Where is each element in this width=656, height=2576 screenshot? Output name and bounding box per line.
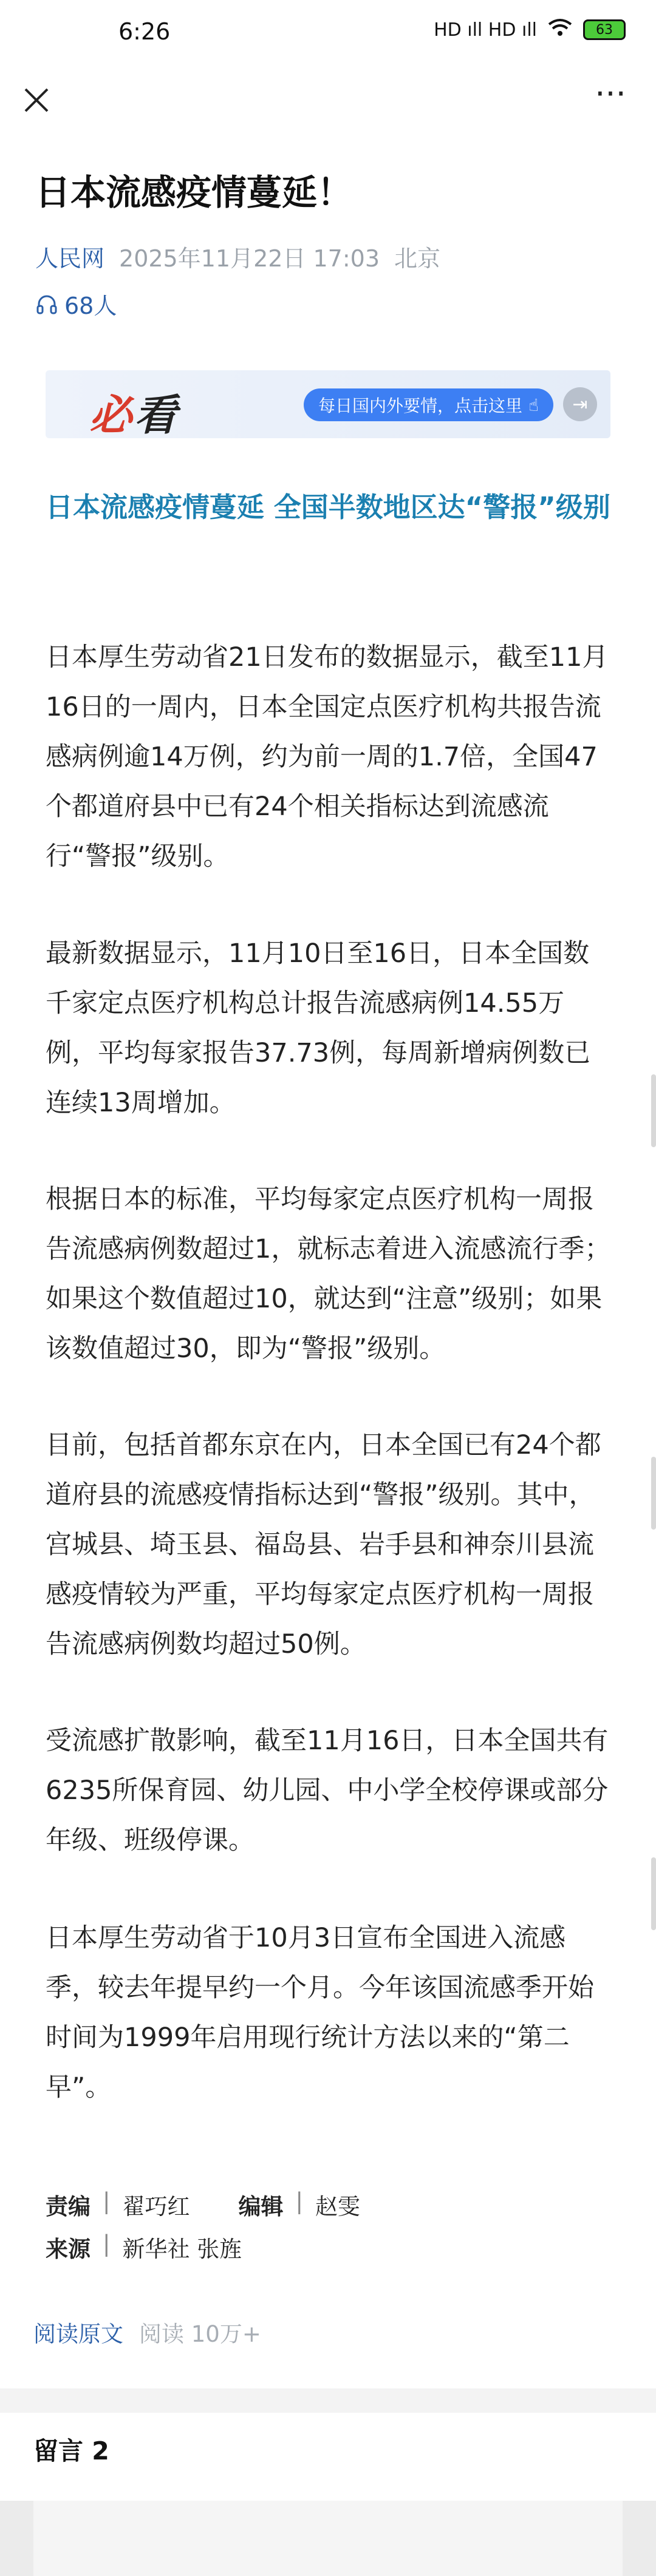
banner-pill-button[interactable] [304, 388, 553, 421]
close-icon [18, 82, 55, 118]
editor-name: 翟巧红 [122, 2194, 190, 2220]
status-time: 6:26 [118, 18, 171, 45]
comment-card [33, 2501, 623, 2576]
separator: | [103, 2188, 111, 2214]
status-bar [0, 0, 656, 67]
read-row [33, 2316, 261, 2348]
paragraph-1: 日本厚生劳动省21日发布的数据显示，截至11月16日的一周内，日本全国定点医疗机构共报告流感病例逾14万例，约为前一周的1.7倍，全国47个都道府县中已有24个相关指标达到流感流行“警报”级别。 [46, 642, 609, 872]
read-count: 阅读 10万+ [139, 2321, 261, 2347]
article-source-link[interactable]: 人民网 [35, 245, 105, 272]
enter-icon[interactable]: ⇥ [563, 387, 597, 421]
separator: | [103, 2231, 111, 2257]
editor-label: 责编 [46, 2194, 91, 2220]
chief-editor-name: 赵雯 [315, 2194, 360, 2220]
banner-pill-text: 每日国内外要情，点击这里 [318, 396, 523, 416]
status-icons [434, 18, 626, 41]
banner-logo-rest: 看 [134, 390, 179, 438]
scrollbar-thumb[interactable] [651, 1074, 656, 1147]
scrollbar-thumb[interactable] [651, 1457, 656, 1530]
paragraph-6: 日本厚生劳动省于10月3日宣布全国进入流感季，较去年提早约一个月。今年该国流感季开始时间为1999年启用现行统计方法以来的“第二早”。 [46, 1923, 594, 2103]
battery-icon: 63 [583, 19, 626, 40]
article-meta [35, 240, 440, 273]
read-original-link[interactable]: 阅读原文 [33, 2321, 123, 2347]
source-name: 新华社 张旌 [122, 2236, 242, 2262]
banner-logo [89, 381, 179, 438]
credits-row-2 [46, 2231, 242, 2263]
wifi-icon [548, 18, 572, 41]
scrollbar-thumb[interactable] [651, 1857, 656, 1930]
chief-editor-label: 编辑 [238, 2194, 284, 2220]
promo-banner[interactable] [46, 370, 610, 438]
more-options-button[interactable]: ··· [595, 75, 626, 113]
listener-count: 68人 [64, 293, 117, 319]
article-date: 2025年11月22日 17:03 [119, 245, 380, 272]
listen-button[interactable] [35, 287, 117, 320]
signal-icon: HD ıll HD ıll [434, 19, 537, 41]
section-divider [0, 2388, 656, 2413]
source-label: 来源 [46, 2236, 91, 2262]
article-title: 日本流感疫情蔓延！ [35, 172, 353, 213]
close-button[interactable] [18, 82, 55, 118]
credits-row-1 [46, 2188, 360, 2221]
paragraph-4: 目前，包括首都东京在内，日本全国已有24个都道府县的流感疫情指标达到“警报”级别。其中，宫城县、埼玉县、福岛县、岩手县和神奈川县流感疫情较为严重，平均每家定点医疗机构一周报告流感病例数均超过50例。 [46, 1430, 601, 1659]
paragraph-2: 最新数据显示，11月10日至16日，日本全国数千家定点医疗机构总计报告流感病例14.55万例，平均每家报告37.73例，每周新增病例数已连续13周增加。 [46, 938, 591, 1118]
paragraph-3: 根据日本的标准，平均每家定点医疗机构一周报告流感病例数超过1，就标志着进入流感流行季；如果这个数值超过10，就达到“注意”级别；如果该数值超过30，即为“警报”级别。 [46, 1184, 611, 1364]
nav-bar [0, 67, 656, 140]
comments-heading: 留言 2 [33, 2436, 109, 2466]
article-location: 北京 [394, 245, 441, 272]
headphones-icon [35, 293, 58, 316]
banner-logo-red: 必 [89, 390, 134, 438]
paragraph-5: 受流感扩散影响，截至11月16日，日本全国共有6235所保育园、幼儿园、中小学全校停课或部分年级、班级停课。 [46, 1726, 609, 1856]
tap-hand-icon: ☝ [528, 395, 539, 415]
article-subheading: 日本流感疫情蔓延 全国半数地区达“警报”级别 [46, 491, 610, 523]
separator: | [295, 2188, 303, 2214]
